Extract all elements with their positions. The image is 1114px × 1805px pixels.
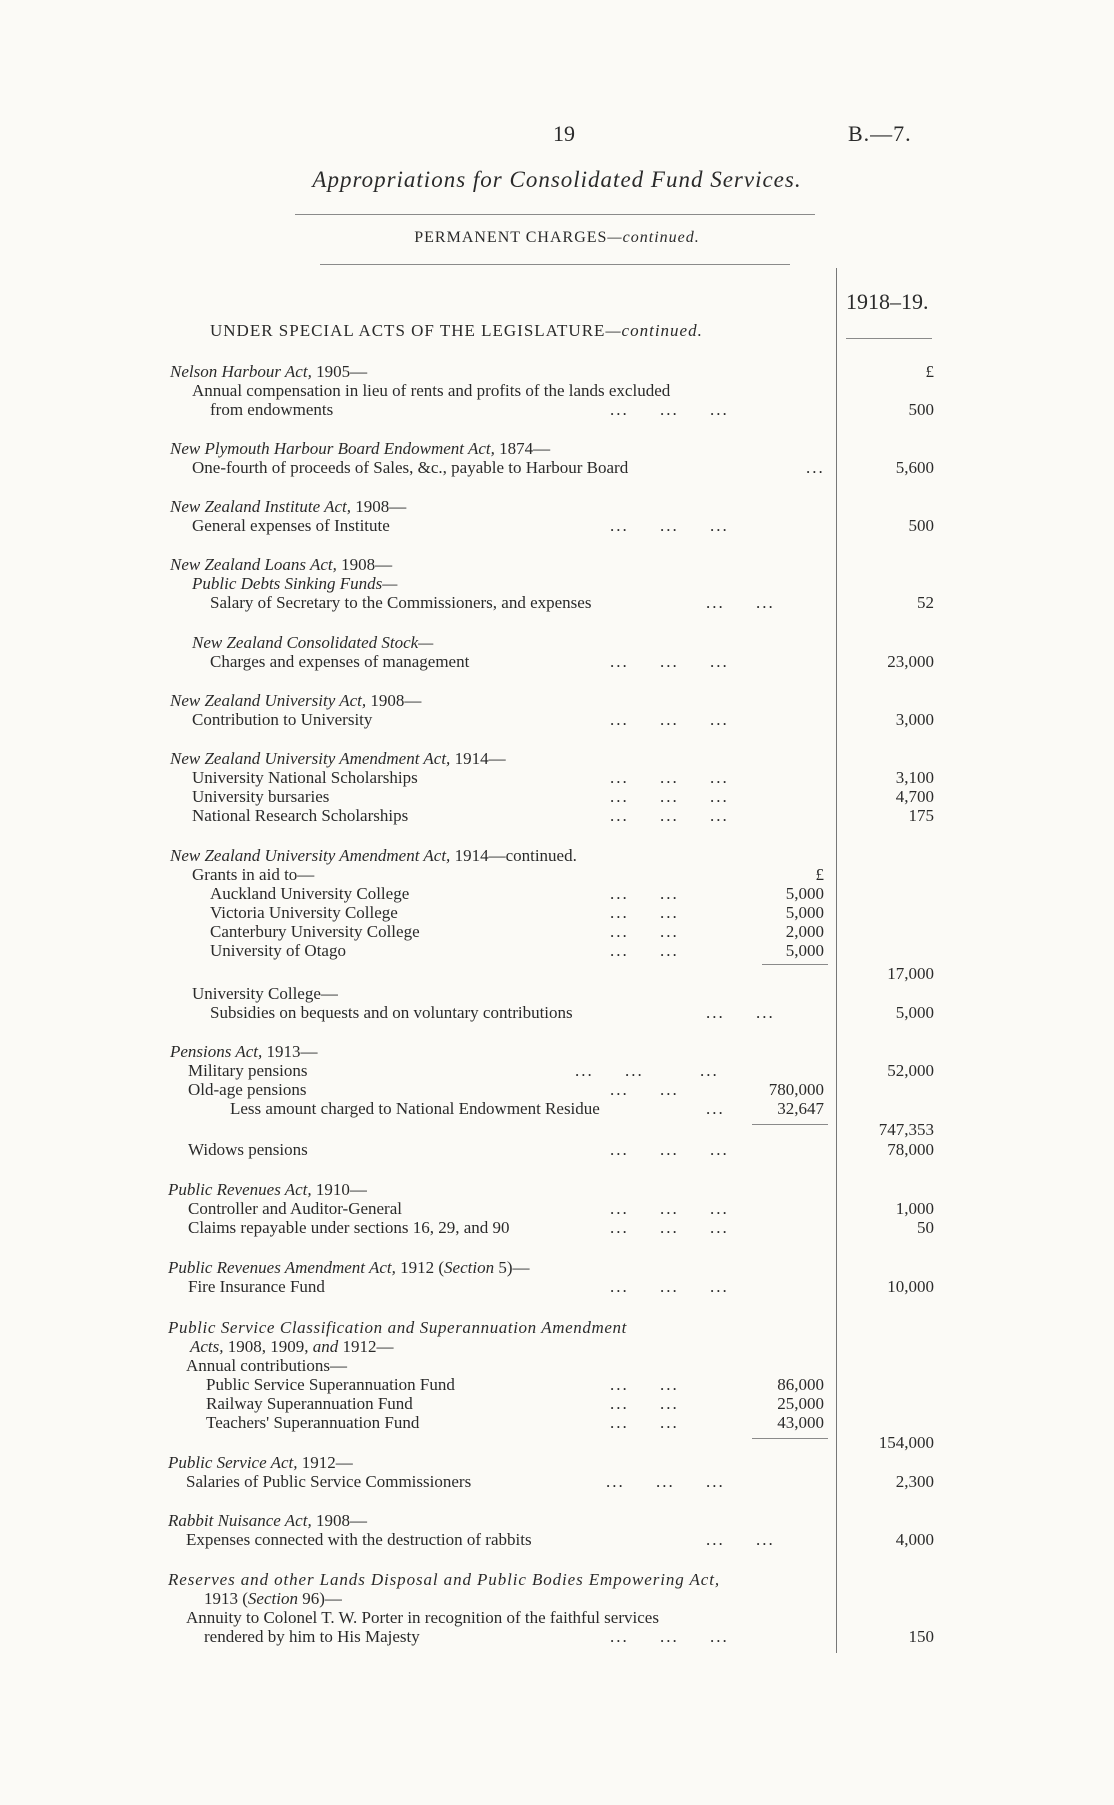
entry-title xyxy=(170,846,577,865)
entry-line: Fire Insurance Fund xyxy=(188,1277,325,1296)
entry-line: Salary of Secretary to the Commissioners, and expenses xyxy=(210,593,592,612)
act-year: 1910— xyxy=(311,1180,367,1199)
act-year: 1913— xyxy=(262,1042,318,1061)
leader-dots: ... ... ... xyxy=(610,768,729,787)
entry-line: rendered by him to His Majesty xyxy=(204,1627,420,1646)
section-label: Section xyxy=(444,1258,495,1277)
entry-title xyxy=(170,1042,317,1061)
list-item: Canterbury University College xyxy=(210,922,420,941)
acts-and: and xyxy=(312,1337,339,1356)
leader-dots: ... ... xyxy=(610,1394,679,1413)
act-year: 1913 ( xyxy=(204,1589,248,1608)
entry-amount: 747,353 xyxy=(878,1120,934,1139)
sub-currency-symbol: £ xyxy=(815,865,824,884)
act-name: Pensions Act, xyxy=(170,1042,263,1061)
amount-column-divider xyxy=(836,268,837,1653)
list-item: Public Service Superannuation Fund xyxy=(206,1375,455,1394)
leader-dots: ... ... ... xyxy=(606,1472,725,1491)
section-heading xyxy=(210,321,703,340)
entry-amount: 17,000 xyxy=(887,964,934,983)
acts-label: Acts, xyxy=(190,1337,224,1356)
list-item: Controller and Auditor-General xyxy=(188,1199,402,1218)
leader-dots: ... ... ... xyxy=(610,400,729,419)
entry-line: Less amount charged to National Endowment Residue xyxy=(230,1099,600,1118)
entry-subhead: Annual contributions— xyxy=(186,1356,348,1375)
leader-dots: ... ... ... xyxy=(610,787,729,806)
page-subtitle xyxy=(0,228,1114,247)
entry-title xyxy=(168,1180,367,1199)
act-year: 1914—continued. xyxy=(450,846,577,865)
entry-line: Annual compensation in lieu of rents and profits of the lands excluded xyxy=(192,381,671,400)
column-head-rule xyxy=(846,338,932,339)
list-item: Victoria University College xyxy=(210,903,398,922)
column-year: 1918–19. xyxy=(846,289,929,314)
section-heading-cont: —continued. xyxy=(605,321,703,340)
entry-amount: 5,600 xyxy=(895,458,934,477)
list-item: Railway Superannuation Fund xyxy=(206,1394,413,1413)
page-title: Appropriations for Consolidated Fund Services. xyxy=(312,167,802,192)
entry-amount: 52 xyxy=(917,593,934,612)
entry-subhead: New Zealand Consolidated Stock— xyxy=(192,633,434,652)
sub-amount: 86,000 xyxy=(777,1375,824,1394)
list-item: University bursaries xyxy=(192,787,330,806)
leader-dots: ... ... xyxy=(706,1530,775,1549)
sub-amount: 780,000 xyxy=(768,1080,824,1099)
entry-subhead: Grants in aid to— xyxy=(192,865,315,884)
entry-title: Reserves and other Lands Disposal and Public Bodies Empowering Act, xyxy=(168,1570,720,1589)
subtitle-divider xyxy=(320,264,790,265)
entry-amount: 52,000 xyxy=(887,1061,934,1080)
leader-dots: ... ... ... xyxy=(610,1627,729,1646)
leader-dots: ... xyxy=(706,1099,725,1118)
leader-dots: ... ... xyxy=(610,1413,679,1432)
leader-dots: ... ... ... xyxy=(610,1140,729,1159)
entry-title xyxy=(170,497,406,516)
leader-dots: ... ... xyxy=(610,903,679,922)
sub-amount: 5,000 xyxy=(785,903,824,922)
subtitle-main: PERMANENT CHARGES xyxy=(414,229,608,246)
entry-line: One-fourth of proceeds of Sales, &c., payable to Harbour Board xyxy=(192,458,629,477)
entry-amount: 3,100 xyxy=(895,768,934,787)
act-name: New Zealand Institute Act, xyxy=(170,497,352,516)
leader-dots: ... ... xyxy=(610,1080,679,1099)
entry-line: Salaries of Public Service Commissioners xyxy=(186,1472,472,1491)
sub-amount: 5,000 xyxy=(785,884,824,903)
entry-title-cont xyxy=(190,1337,394,1356)
entry-title xyxy=(168,1453,353,1472)
entry-amount: 4,000 xyxy=(895,1530,934,1549)
act-year: 1908— xyxy=(311,1511,367,1530)
act-name: New Plymouth Harbour Board Endowment Act, xyxy=(170,439,495,458)
entry-line: Contribution to University xyxy=(192,710,373,729)
act-year: 1908— xyxy=(351,497,407,516)
sub-amount: 25,000 xyxy=(777,1394,824,1413)
list-item: Auckland University College xyxy=(210,884,410,903)
entry-title-cont xyxy=(204,1589,342,1608)
leader-dots: ... ... ... xyxy=(610,806,729,825)
leader-dots: ... ... xyxy=(706,1003,775,1022)
acts-years: 1908, 1909, xyxy=(223,1337,313,1356)
leader-dots: ... ... ... xyxy=(610,710,729,729)
entry-amount: 3,000 xyxy=(895,710,934,729)
leader-dots: ... ... ... xyxy=(610,1199,729,1218)
act-name: New Zealand University Act, xyxy=(170,691,367,710)
act-year: 1908— xyxy=(366,691,422,710)
document-reference: B.—7. xyxy=(848,121,912,146)
page-number: 19 xyxy=(553,121,575,146)
sub-amount: 2,000 xyxy=(785,922,824,941)
entry-subhead: Public Debts Sinking Funds— xyxy=(192,574,398,593)
entry-line: Expenses connected with the destruction of rabbits xyxy=(186,1530,532,1549)
leader-dots: ... ... ... xyxy=(610,516,729,535)
entry-line: Charges and expenses of management xyxy=(210,652,470,671)
sub-amount: 5,000 xyxy=(785,941,824,960)
list-item: Teachers' Superannuation Fund xyxy=(206,1413,420,1432)
section-label: Section xyxy=(247,1589,298,1608)
entry-title: Public Service Classification and Superannuation Amendment xyxy=(168,1318,627,1337)
leader-dots: ... ... ... xyxy=(610,1218,729,1237)
subtotal-rule xyxy=(762,964,828,965)
list-item: Military pensions xyxy=(188,1061,308,1080)
acts-last-year: 1912— xyxy=(338,1337,394,1356)
entry-amount: 500 xyxy=(908,400,934,419)
act-name: Nelson Harbour Act, xyxy=(170,362,312,381)
act-year: 1905— xyxy=(311,362,368,381)
entry-title xyxy=(170,555,392,574)
entry-amount: 23,000 xyxy=(887,652,934,671)
list-item: Claims repayable under sections 16, 29, and 90 xyxy=(188,1218,510,1237)
list-item: University National Scholarships xyxy=(192,768,418,787)
act-year: 1912— xyxy=(297,1453,353,1472)
list-item: Old-age pensions xyxy=(188,1080,307,1099)
entry-amount: 2,300 xyxy=(895,1472,934,1491)
leader-dots: ... ... xyxy=(610,1375,679,1394)
currency-symbol: £ xyxy=(925,362,934,381)
leader-dots: ... ... xyxy=(610,884,679,903)
entry-amount: 175 xyxy=(908,806,934,825)
act-name: Rabbit Nuisance Act, xyxy=(168,1511,312,1530)
entry-line: from endowments xyxy=(210,400,334,419)
act-year: 1874— xyxy=(494,439,551,458)
act-name: Public Service Act, xyxy=(168,1453,298,1472)
sub-amount: 43,000 xyxy=(777,1413,824,1432)
section-heading-main: UNDER SPECIAL ACTS OF THE LEGISLATURE xyxy=(210,321,606,340)
act-name: New Zealand Loans Act, xyxy=(170,555,337,574)
act-name: New Zealand University Amendment Act, xyxy=(170,846,451,865)
entry-title xyxy=(168,1258,530,1277)
entry-title xyxy=(170,362,367,381)
leader-dots: ... ... xyxy=(706,593,775,612)
list-item: Widows pensions xyxy=(188,1140,308,1159)
leader-dots: ... ... ... xyxy=(575,1061,719,1080)
section-number: 5)— xyxy=(494,1258,530,1277)
sub-amount: 32,647 xyxy=(777,1099,824,1118)
act-name: New Zealand University Amendment Act, xyxy=(170,749,451,768)
entry-amount: 150 xyxy=(908,1627,934,1646)
act-year: 1914— xyxy=(450,749,506,768)
leader-dots: ... ... ... xyxy=(610,652,729,671)
entry-amount: 50 xyxy=(917,1218,934,1237)
list-item: National Research Scholarships xyxy=(192,806,409,825)
entry-amount: 500 xyxy=(908,516,934,535)
entry-amount: 1,000 xyxy=(895,1199,934,1218)
list-item: University of Otago xyxy=(210,941,346,960)
act-name: Public Revenues Amendment Act, xyxy=(168,1258,396,1277)
section-number: 96)— xyxy=(297,1589,342,1608)
entry-subhead: University College— xyxy=(192,984,338,1003)
leader-dots: ... ... ... xyxy=(610,1277,729,1296)
entry-title xyxy=(170,691,421,710)
leader-dots: ... ... xyxy=(610,941,679,960)
subtotal-rule xyxy=(752,1124,828,1125)
entry-amount: 78,000 xyxy=(887,1140,934,1159)
leader-dots: ... ... xyxy=(610,922,679,941)
entry-amount: 10,000 xyxy=(887,1277,934,1296)
entry-title xyxy=(170,439,550,458)
subtotal-rule xyxy=(752,1438,828,1439)
leader-dots: ... xyxy=(806,458,825,477)
entry-title xyxy=(168,1511,367,1530)
act-year: 1912 ( xyxy=(395,1258,445,1277)
entry-title xyxy=(170,749,506,768)
entry-amount: 5,000 xyxy=(895,1003,934,1022)
entry-amount: 154,000 xyxy=(878,1433,934,1452)
entry-amount: 4,700 xyxy=(895,787,934,806)
act-name: Public Revenues Act, xyxy=(168,1180,312,1199)
entry-line: Annuity to Colonel T. W. Porter in recognition of the faithful services xyxy=(186,1608,659,1627)
act-year: 1908— xyxy=(336,555,393,574)
subtitle-continued: —continued. xyxy=(607,229,700,246)
entry-line: General expenses of Institute xyxy=(192,516,390,535)
title-divider xyxy=(295,214,815,215)
entry-line: Subsidies on bequests and on voluntary contributions xyxy=(210,1003,573,1022)
